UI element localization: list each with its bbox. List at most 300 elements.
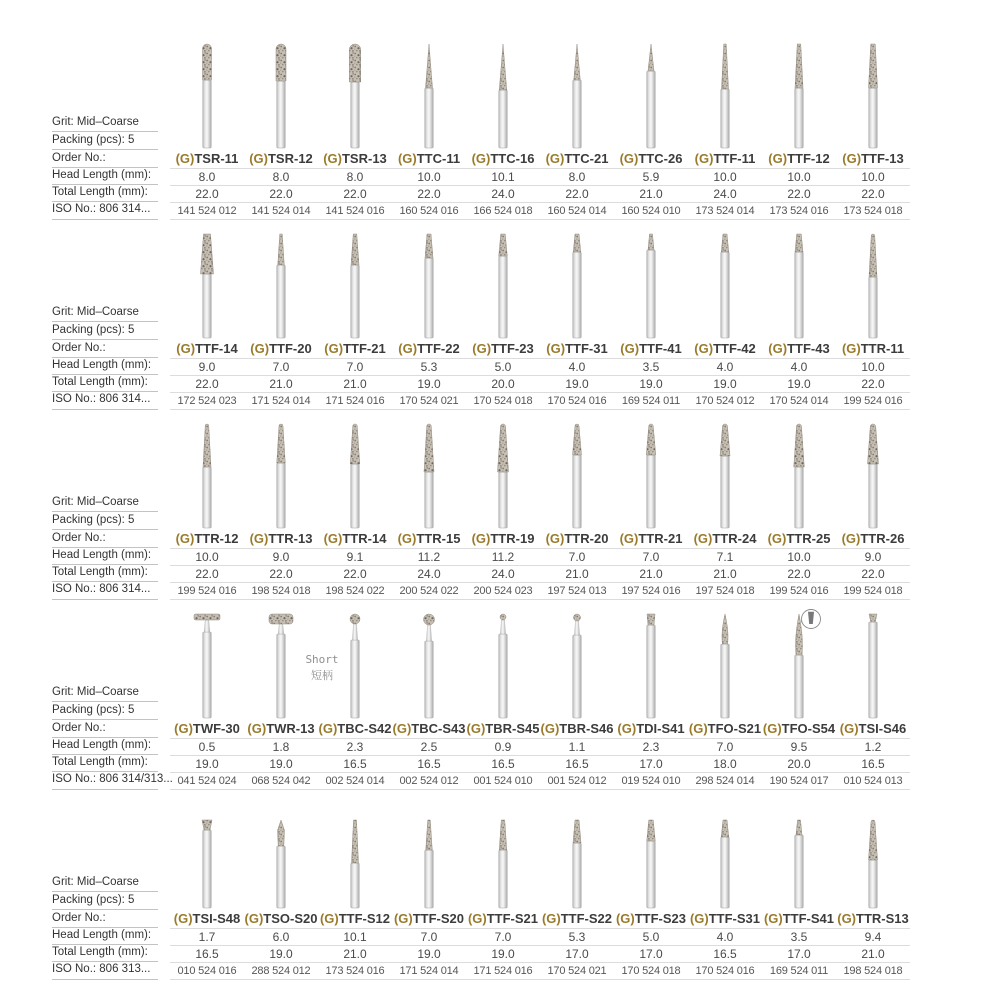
magnifier-detail-icon	[801, 610, 821, 629]
head-length-value: 1.7	[170, 928, 244, 945]
head-length-value: 1.1	[540, 738, 614, 755]
iso-number: 019 524 010	[614, 772, 688, 790]
model-prefix: (G)	[471, 151, 491, 166]
model-prefix: (G)	[244, 911, 264, 926]
iso-number: 170 524 014	[762, 392, 836, 410]
product-model	[318, 150, 392, 168]
total-length-value: 21.0	[688, 565, 762, 582]
model-name: TTF-S23	[634, 911, 687, 926]
total-length-value: 18.0	[688, 755, 762, 772]
head-length-value: 8.0	[318, 168, 392, 185]
spec-label: Packing (pcs): 5	[52, 892, 158, 910]
total-length-value: 24.0	[688, 185, 762, 202]
model-prefix: (G)	[319, 911, 339, 926]
model-name: TTF-S21	[486, 911, 539, 926]
bur-image	[170, 224, 244, 340]
iso-number: 166 524 018	[466, 202, 540, 220]
total-length-value: 22.0	[244, 565, 318, 582]
head-length-value: 9.0	[836, 548, 910, 565]
model-name: TTC-16	[490, 151, 535, 166]
iso-number: 173 524 018	[836, 202, 910, 220]
model-name: TDI-S41	[636, 721, 685, 736]
head-length-value: 1.2	[836, 738, 910, 755]
model-prefix: (G)	[540, 721, 560, 736]
product-card	[318, 604, 392, 790]
product-model	[762, 720, 836, 738]
iso-number: 171 524 014	[392, 962, 466, 980]
head-length-value: 7.0	[392, 928, 466, 945]
product-card	[170, 414, 244, 600]
model-prefix: (G)	[176, 341, 196, 356]
model-prefix: (G)	[174, 721, 193, 736]
model-prefix: (G)	[249, 151, 268, 166]
total-length-value: 19.0	[244, 755, 318, 772]
head-length-value: 7.1	[688, 548, 762, 565]
model-name: TTR-11	[860, 341, 905, 356]
head-length-value: 7.0	[688, 738, 762, 755]
model-name: TTR-20	[564, 531, 609, 546]
iso-number: 170 524 021	[392, 392, 466, 410]
product-card	[244, 794, 318, 980]
model-prefix: (G)	[767, 531, 787, 546]
bur-image	[466, 604, 540, 720]
total-length-value: 22.0	[836, 375, 910, 392]
head-length-value: 5.3	[392, 358, 466, 375]
model-prefix: (G)	[842, 151, 862, 166]
total-length-value: 16.5	[466, 755, 540, 772]
model-name: TFO-S21	[707, 721, 762, 736]
total-length-value: 21.0	[836, 945, 910, 962]
product-model	[688, 150, 762, 168]
iso-number: 002 524 014	[318, 772, 392, 790]
total-length-value: 22.0	[540, 185, 614, 202]
model-name: TTR-19	[490, 531, 535, 546]
iso-number: 171 524 016	[318, 392, 392, 410]
total-length-value: 17.0	[540, 945, 614, 962]
bur-image	[836, 414, 910, 530]
model-name: TTF-41	[639, 341, 682, 356]
product-model	[614, 340, 688, 358]
product-model	[392, 720, 466, 738]
total-length-value: 19.0	[688, 375, 762, 392]
spec-label: Order No.:	[52, 340, 158, 358]
iso-number: 199 524 018	[836, 582, 910, 600]
spec-label: Total Length (mm):	[52, 565, 158, 582]
iso-number: 200 524 023	[466, 582, 540, 600]
product-model	[170, 720, 244, 738]
spec-label: Total Length (mm):	[52, 945, 158, 962]
product-card	[688, 224, 762, 410]
product-model	[688, 910, 762, 928]
head-length-value: 10.0	[392, 168, 466, 185]
model-name: TWR-13	[266, 721, 315, 736]
head-length-value: 9.4	[836, 928, 910, 945]
bur-image	[836, 34, 910, 150]
short-note-en: Short	[305, 653, 339, 666]
spec-label: Order No.:	[52, 150, 158, 168]
product-model	[836, 150, 910, 168]
model-prefix: (G)	[620, 341, 640, 356]
spec-labels	[52, 114, 158, 220]
model-name: TSR-12	[267, 151, 313, 166]
model-name: TSR-11	[194, 151, 239, 166]
iso-number: 141 524 016	[318, 202, 392, 220]
bur-image	[392, 224, 466, 340]
product-card	[392, 794, 466, 980]
model-name: TTF-S12	[338, 911, 391, 926]
head-length-value: 0.5	[170, 738, 244, 755]
spec-label: Head Length (mm):	[52, 928, 158, 945]
model-name: TTF-21	[343, 341, 386, 356]
product-card	[318, 794, 392, 980]
total-length-value: 19.0	[170, 755, 244, 772]
model-prefix: (G)	[398, 341, 418, 356]
total-length-value: 24.0	[466, 185, 540, 202]
product-card	[170, 224, 244, 410]
spec-label: Total Length (mm):	[52, 375, 158, 392]
bur-image	[614, 414, 688, 530]
head-length-value: 2.5	[392, 738, 466, 755]
model-prefix: (G)	[323, 151, 342, 166]
model-name: TTF-43	[787, 341, 830, 356]
total-length-value: 21.0	[614, 185, 688, 202]
model-prefix: (G)	[175, 151, 195, 166]
bur-image	[170, 604, 244, 720]
total-length-value: 21.0	[318, 945, 392, 962]
bur-image	[244, 414, 318, 530]
product-card	[540, 224, 614, 410]
product-grid	[170, 794, 910, 980]
head-length-value: 11.2	[392, 548, 466, 565]
total-length-value: 19.0	[466, 945, 540, 962]
model-name: TTC-21	[564, 151, 609, 166]
model-name: TSR-13	[341, 151, 387, 166]
model-name: TTR-21	[638, 531, 683, 546]
head-length-value: 7.0	[244, 358, 318, 375]
total-length-value: 16.5	[688, 945, 762, 962]
total-length-value: 22.0	[762, 185, 836, 202]
model-name: TFO-S54	[781, 721, 836, 736]
product-model	[392, 530, 466, 548]
model-name: TBR-S46	[559, 721, 614, 736]
product-model	[170, 150, 244, 168]
total-length-value: 16.5	[170, 945, 244, 962]
model-name: TTF-S20	[412, 911, 465, 926]
product-grid	[170, 604, 910, 790]
total-length-value: 21.0	[614, 565, 688, 582]
spec-label: ISO No.: 806 313...	[52, 962, 158, 980]
model-name: TTR-15	[416, 531, 461, 546]
model-prefix: (G)	[619, 531, 639, 546]
product-card	[170, 794, 244, 980]
head-length-value: 0.9	[466, 738, 540, 755]
total-length-value: 22.0	[836, 185, 910, 202]
model-name: TSI-S46	[858, 721, 907, 736]
product-card	[466, 794, 540, 980]
spec-label: ISO No.: 806 314...	[52, 582, 158, 600]
product-card	[836, 224, 910, 410]
product-card	[244, 414, 318, 600]
spec-label: Packing (pcs): 5	[52, 132, 158, 150]
product-model	[466, 530, 540, 548]
bur-image	[762, 414, 836, 530]
model-prefix: (G)	[768, 151, 788, 166]
product-model	[170, 910, 244, 928]
model-prefix: (G)	[545, 531, 565, 546]
total-length-value: 24.0	[392, 565, 466, 582]
model-name: TBC-S43	[411, 721, 466, 736]
model-prefix: (G)	[768, 341, 788, 356]
bur-image	[392, 794, 466, 910]
model-name: TTF-S22	[560, 911, 613, 926]
head-length-value: 9.0	[244, 548, 318, 565]
product-card	[762, 224, 836, 410]
product-card	[392, 34, 466, 220]
product-model	[466, 340, 540, 358]
total-length-value: 22.0	[170, 375, 244, 392]
head-length-value: 11.2	[466, 548, 540, 565]
iso-number: 010 524 016	[170, 962, 244, 980]
product-card	[244, 604, 318, 790]
product-card	[392, 414, 466, 600]
product-card	[836, 604, 910, 790]
model-prefix: (G)	[619, 151, 639, 166]
iso-number: 170 524 012	[688, 392, 762, 410]
iso-number: 169 524 011	[614, 392, 688, 410]
spec-labels	[52, 874, 158, 980]
model-name: TTR-14	[342, 531, 387, 546]
product-row	[52, 604, 1000, 790]
product-model	[688, 720, 762, 738]
iso-number: 141 524 014	[244, 202, 318, 220]
bur-image	[762, 604, 836, 720]
product-card	[836, 34, 910, 220]
product-card	[392, 604, 466, 790]
iso-number: 198 524 022	[318, 582, 392, 600]
product-card	[614, 34, 688, 220]
total-length-value: 19.0	[392, 375, 466, 392]
total-length-value: 16.5	[392, 755, 466, 772]
head-length-value: 3.5	[762, 928, 836, 945]
head-length-value: 5.0	[614, 928, 688, 945]
bur-image	[836, 794, 910, 910]
iso-number: 001 524 010	[466, 772, 540, 790]
product-model	[688, 530, 762, 548]
product-card	[540, 34, 614, 220]
head-length-value: 10.0	[762, 548, 836, 565]
bur-image	[466, 794, 540, 910]
product-card	[688, 794, 762, 980]
product-model	[244, 910, 318, 928]
iso-number: 199 524 016	[762, 582, 836, 600]
model-prefix: (G)	[841, 531, 861, 546]
bur-image	[614, 794, 688, 910]
model-name: TTF-13	[861, 151, 904, 166]
head-length-value: 7.0	[540, 548, 614, 565]
spec-label: Packing (pcs): 5	[52, 702, 158, 720]
bur-image	[318, 34, 392, 150]
head-length-value: 6.0	[244, 928, 318, 945]
iso-number: 041 524 024	[170, 772, 244, 790]
bur-image	[540, 224, 614, 340]
spec-label: Head Length (mm):	[52, 168, 158, 185]
product-card	[614, 604, 688, 790]
product-model	[762, 910, 836, 928]
model-prefix: (G)	[839, 721, 859, 736]
iso-number: 141 524 012	[170, 202, 244, 220]
iso-number: 197 524 013	[540, 582, 614, 600]
head-length-value: 5.0	[466, 358, 540, 375]
model-prefix: (G)	[545, 151, 565, 166]
model-prefix: (G)	[762, 721, 782, 736]
total-length-value: 17.0	[762, 945, 836, 962]
head-length-value: 10.1	[466, 168, 540, 185]
bur-image	[688, 414, 762, 530]
model-prefix: (G)	[397, 531, 417, 546]
iso-number: 001 524 012	[540, 772, 614, 790]
head-length-value: 4.0	[762, 358, 836, 375]
spec-label: Head Length (mm):	[52, 548, 158, 565]
short-shank-note	[290, 652, 354, 684]
bur-image	[244, 794, 318, 910]
bur-image	[318, 224, 392, 340]
model-name: TTF-22	[417, 341, 460, 356]
product-card	[688, 604, 762, 790]
spec-label: ISO No.: 806 314...	[52, 202, 158, 220]
model-prefix: (G)	[249, 531, 269, 546]
total-length-value: 20.0	[762, 755, 836, 772]
product-card	[392, 224, 466, 410]
product-card	[614, 414, 688, 600]
iso-number: 170 524 021	[540, 962, 614, 980]
model-prefix: (G)	[689, 911, 709, 926]
bur-image	[540, 34, 614, 150]
bur-image	[170, 794, 244, 910]
iso-number: 197 524 016	[614, 582, 688, 600]
total-length-value: 21.0	[540, 565, 614, 582]
product-model	[170, 340, 244, 358]
iso-number: 160 524 010	[614, 202, 688, 220]
model-prefix: (G)	[541, 911, 561, 926]
product-card	[466, 414, 540, 600]
product-model	[614, 530, 688, 548]
spec-label: Order No.:	[52, 530, 158, 548]
product-card	[614, 224, 688, 410]
product-model	[244, 720, 318, 738]
product-model	[318, 530, 392, 548]
model-prefix: (G)	[694, 151, 714, 166]
spec-label: Packing (pcs): 5	[52, 322, 158, 340]
total-length-value: 19.0	[762, 375, 836, 392]
product-model	[392, 340, 466, 358]
bur-image	[540, 414, 614, 530]
spec-label: Head Length (mm):	[52, 738, 158, 755]
total-length-value: 19.0	[540, 375, 614, 392]
spec-label: Grit: Mid–Coarse	[52, 874, 158, 892]
iso-number: 173 524 014	[688, 202, 762, 220]
bur-image	[392, 604, 466, 720]
model-name: TTF-31	[565, 341, 608, 356]
iso-number: 170 524 016	[540, 392, 614, 410]
bur-image	[170, 34, 244, 150]
product-model	[540, 150, 614, 168]
model-name: TTR-24	[712, 531, 757, 546]
product-row	[52, 34, 1000, 220]
iso-number: 171 524 016	[466, 962, 540, 980]
iso-number: 288 524 012	[244, 962, 318, 980]
product-card	[318, 224, 392, 410]
product-model	[466, 150, 540, 168]
product-model	[540, 910, 614, 928]
model-prefix: (G)	[392, 721, 412, 736]
model-name: TTC-11	[416, 151, 461, 166]
bur-image	[466, 414, 540, 530]
total-length-value: 22.0	[762, 565, 836, 582]
head-length-value: 4.0	[540, 358, 614, 375]
head-length-value: 1.8	[244, 738, 318, 755]
model-prefix: (G)	[688, 721, 708, 736]
head-length-value: 5.9	[614, 168, 688, 185]
model-prefix: (G)	[393, 911, 413, 926]
product-card	[688, 414, 762, 600]
bur-image	[762, 224, 836, 340]
product-row	[52, 224, 1000, 410]
model-name: TTF-11	[713, 151, 756, 166]
spec-label: Head Length (mm):	[52, 358, 158, 375]
bur-image	[614, 604, 688, 720]
model-prefix: (G)	[546, 341, 566, 356]
total-length-value: 21.0	[318, 375, 392, 392]
product-card	[762, 34, 836, 220]
product-row	[52, 794, 1000, 980]
product-card	[762, 604, 836, 790]
product-card	[540, 794, 614, 980]
model-prefix: (G)	[173, 911, 193, 926]
product-card	[170, 34, 244, 220]
spec-labels	[52, 684, 173, 790]
head-length-value: 10.0	[836, 358, 910, 375]
product-model	[540, 530, 614, 548]
head-length-value: 10.1	[318, 928, 392, 945]
product-model	[244, 530, 318, 548]
spec-label: ISO No.: 806 314...	[52, 392, 158, 410]
total-length-value: 22.0	[318, 565, 392, 582]
short-note-zh: 短柄	[311, 669, 333, 682]
total-length-value: 22.0	[318, 185, 392, 202]
product-card	[688, 34, 762, 220]
head-length-value: 9.5	[762, 738, 836, 755]
model-name: TTF-42	[713, 341, 756, 356]
head-length-value: 10.0	[762, 168, 836, 185]
bur-image	[540, 604, 614, 720]
product-model	[836, 910, 910, 928]
bur-image	[688, 34, 762, 150]
product-grid	[170, 224, 910, 410]
iso-number: 068 524 042	[244, 772, 318, 790]
total-length-value: 16.5	[318, 755, 392, 772]
iso-number: 010 524 013	[836, 772, 910, 790]
bur-image	[540, 794, 614, 910]
model-name: TBC-S42	[337, 721, 392, 736]
model-prefix: (G)	[615, 911, 635, 926]
bur-image	[688, 604, 762, 720]
iso-number: 170 524 018	[614, 962, 688, 980]
spec-labels	[52, 304, 158, 410]
model-name: TSO-S20	[263, 911, 318, 926]
head-length-value: 9.0	[170, 358, 244, 375]
bur-image	[466, 224, 540, 340]
spec-label: Grit: Mid–Coarse	[52, 114, 158, 132]
